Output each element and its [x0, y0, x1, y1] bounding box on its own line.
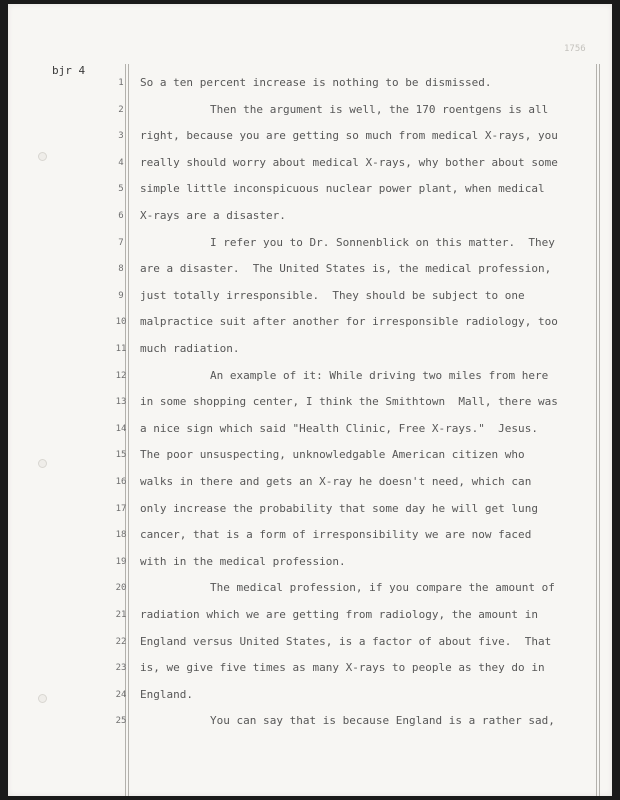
transcript-line: in some shopping center, I think the Smithtown Mall, there was [140, 395, 558, 409]
document-page [8, 4, 612, 796]
line-number: 1 [118, 78, 124, 88]
line-number: 22 [115, 636, 127, 647]
page-number: 1756 [564, 44, 586, 54]
line-number: 20 [115, 583, 127, 594]
line-number: 2 [118, 104, 124, 115]
line-number: 19 [115, 556, 127, 567]
right-margin-line-inner [599, 64, 600, 796]
line-number: 15 [115, 450, 127, 461]
punch-hole-top [38, 152, 47, 161]
transcript-line: So a ten percent increase is nothing to be dismissed. [140, 76, 492, 89]
transcript-line: England. [140, 687, 194, 701]
transcript-line: cancer, that is a form of irresponsibility we are now faced [140, 528, 532, 542]
transcript-line: a nice sign which said "Health Clinic, Free X-rays." Jesus. [140, 421, 538, 435]
line-number: 9 [118, 290, 124, 301]
line-number: 13 [115, 397, 127, 408]
punch-hole-bottom [38, 694, 47, 703]
transcript-line: The medical profession, if you compare the amount of [210, 581, 555, 595]
transcript-line: simple little inconspicuous nuclear power plant, when medical [140, 182, 545, 196]
line-number: 7 [118, 237, 124, 248]
transcript-line: are a disaster. The United States is, the medical profession, [140, 262, 552, 276]
transcript-line: I refer you to Dr. Sonnenblick on this matter. They [210, 235, 555, 249]
transcript-line: right, because you are getting so much from medical X-rays, you [140, 129, 558, 143]
line-number: 3 [118, 131, 124, 142]
transcript-line: only increase the probability that some day he will get lung [140, 501, 538, 515]
transcript-line: Then the argument is well, the 170 roentgens is all [210, 102, 549, 116]
transcript-line: with in the medical profession. [140, 554, 346, 568]
transcript-line: just totally irresponsible. They should be subject to one [140, 288, 525, 302]
transcript-line: really should worry about medical X-rays, why bother about some [140, 155, 558, 169]
line-number: 17 [115, 503, 127, 514]
line-number: 24 [115, 689, 127, 700]
transcript-line: malpractice suit after another for irresponsible radiology, too [140, 315, 558, 329]
transcript-line: An example of it: While driving two miles from here [210, 368, 549, 382]
punch-hole-middle [38, 459, 47, 468]
line-number: 16 [115, 477, 127, 487]
transcript-line: is, we give five times as many X-rays to people as they do in [140, 661, 545, 675]
line-number: 6 [118, 211, 124, 221]
transcript-line: The poor unsuspecting, unknowledgable American citizen who [140, 448, 525, 462]
line-number: 4 [118, 157, 124, 168]
line-number: 25 [115, 716, 127, 727]
transcript-line: X-rays are a disaster. [140, 209, 286, 222]
transcript-line: You can say that is because England is a rather sad, [210, 714, 555, 728]
line-number: 5 [118, 184, 124, 195]
line-number: 14 [115, 423, 127, 434]
transcript-line: walks in there and gets an X-ray he doesn't need, which can [140, 475, 532, 488]
line-number: 12 [115, 370, 127, 381]
line-number: 11 [115, 344, 127, 354]
right-margin-line-outer [596, 64, 597, 796]
transcript-line: England versus United States, is a factor of about five. That [140, 634, 552, 648]
transcript-line: much radiation. [140, 342, 240, 355]
line-number: 21 [115, 610, 127, 620]
line-number: 10 [115, 317, 127, 328]
line-number: 8 [118, 264, 124, 275]
line-number: 18 [115, 530, 127, 541]
transcript-line: radiation which we are getting from radiology, the amount in [140, 608, 538, 621]
document-header: bjr 4 [52, 64, 86, 77]
line-number: 23 [115, 663, 127, 674]
